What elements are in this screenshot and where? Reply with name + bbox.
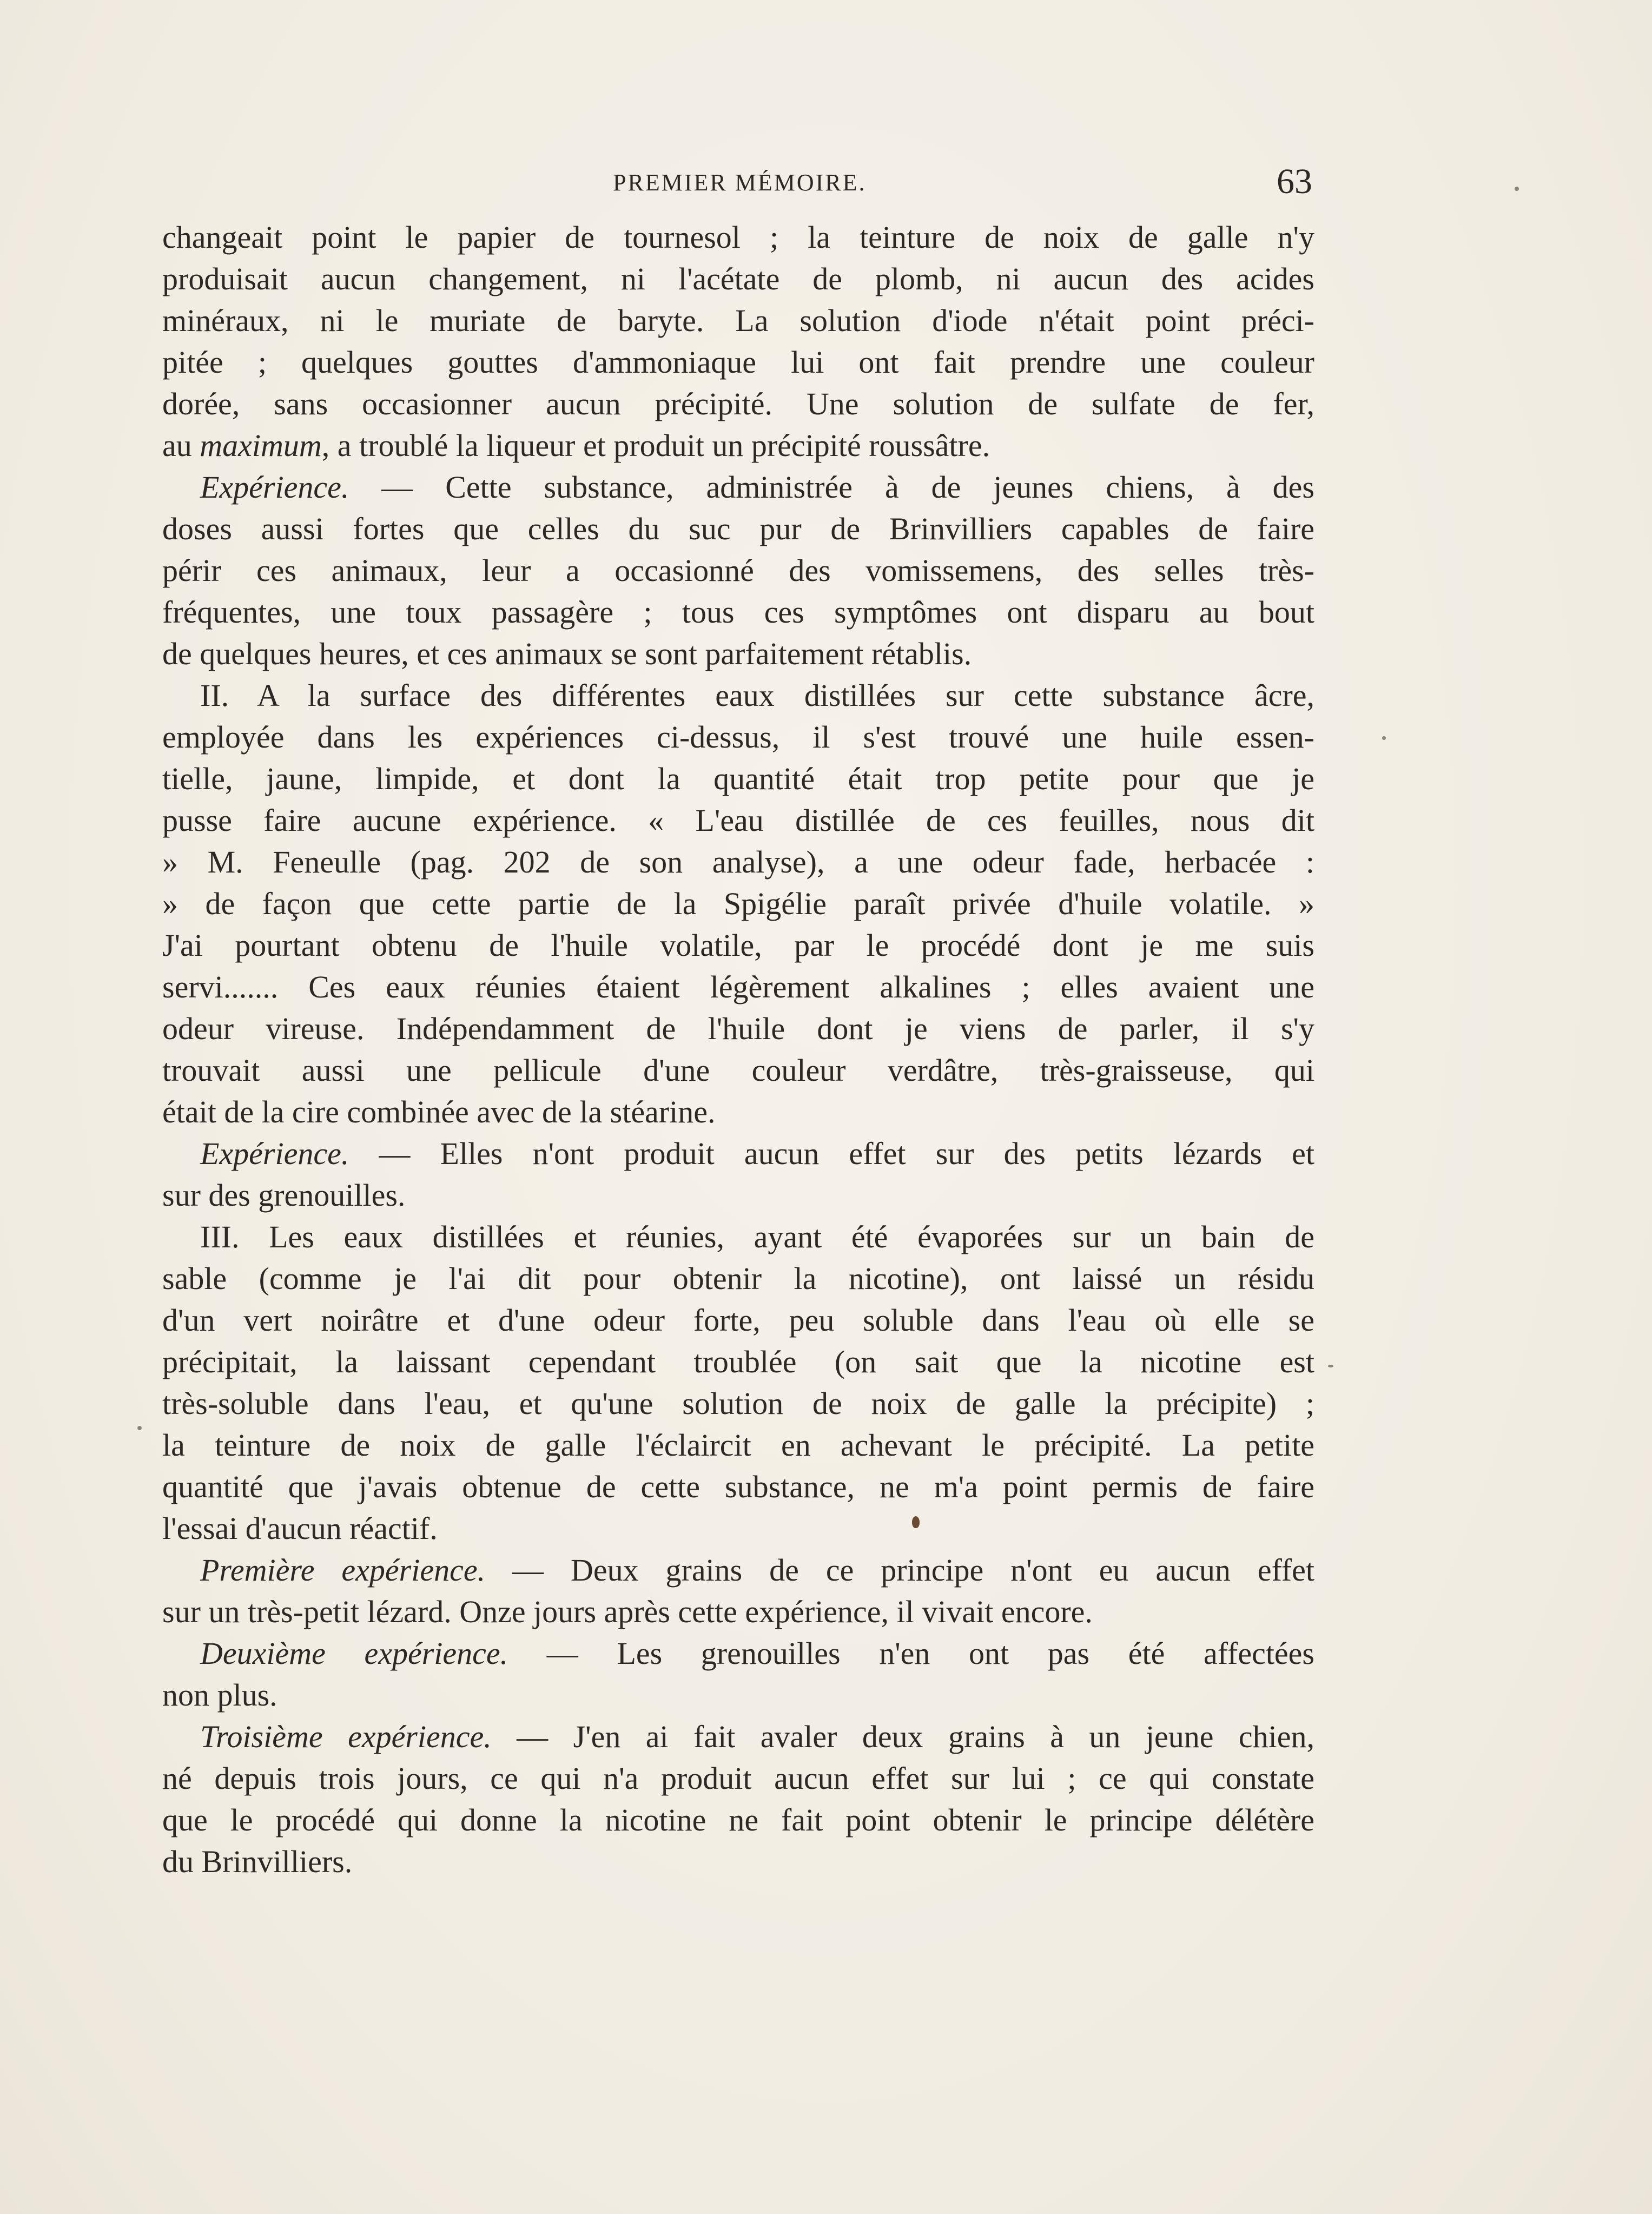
italic-term: Expérience.: [200, 1136, 349, 1171]
text-line: périr ces animaux, leur a occasionné des vomissemens, des selles très-: [162, 553, 1314, 588]
italic-term: Expérience.: [200, 470, 349, 505]
text-line: du Brinvilliers.: [162, 1844, 353, 1879]
italic-term: maximum: [200, 428, 322, 463]
text-line: produisait aucun changement, ni l'acétate de plomb, ni aucun des acides: [162, 261, 1314, 296]
text-line: sur des grenouilles.: [162, 1178, 406, 1213]
stray-mark: [137, 1426, 142, 1430]
text-line: trouvait aussi une pellicule d'une couleur verdâtre, très-graisseuse, qui: [162, 1053, 1314, 1088]
text-line: changeait point le papier de tournesol ; la teinture de noix de galle n'y: [162, 220, 1314, 255]
page-number: 63: [1277, 162, 1312, 201]
text-line: [162, 466, 1314, 508]
text-segment: — J'en ai fait avaler deux grains à un jeune chien,: [491, 1719, 1315, 1754]
text-line: sable (comme je l'ai dit pour obtenir la nicotine), ont laissé un résidu: [162, 1261, 1314, 1296]
text-line: l'essai d'aucun réactif.: [162, 1511, 438, 1546]
text-line: [162, 1716, 1314, 1757]
body-text: [162, 216, 1314, 1882]
text-line: tielle, jaune, limpide, et dont la quantité était trop petite pour que je: [162, 761, 1314, 796]
text-line: III. Les eaux distillées et réunies, ayant été évaporées sur un bain de: [200, 1219, 1314, 1254]
text-line: pitée ; quelques gouttes d'ammoniaque lui ont fait prendre une couleur: [162, 345, 1314, 380]
ink-spot: [912, 1516, 920, 1528]
text-line: » M. Feneulle (pag. 202 de son analyse), a une odeur fade, herbacée :: [162, 844, 1314, 880]
italic-term: Troisième expérience.: [200, 1719, 492, 1754]
running-head: PREMIER MÉMOIRE.: [613, 169, 867, 196]
text-line: né depuis trois jours, ce qui n'a produit aucun effet sur lui ; ce qui constate: [162, 1761, 1314, 1796]
text-line: J'ai pourtant obtenu de l'huile volatile, par le procédé dont je me suis: [162, 928, 1314, 963]
text-line: » de façon que cette partie de la Spigélie paraît privée d'huile volatile. »: [162, 886, 1314, 921]
text-segment: — Elles n'ont produit aucun effet sur des petits lézards et: [349, 1136, 1314, 1171]
text-segment: au: [162, 428, 200, 463]
text-line: odeur vireuse. Indépendamment de l'huile dont je viens de parler, il s'y: [162, 1011, 1314, 1046]
text-line: [162, 425, 1314, 466]
text-line: minéraux, ni le muriate de baryte. La solution d'iode n'était point préci-: [162, 303, 1314, 338]
text-line: II. A la surface des différentes eaux distillées sur cette substance âcre,: [200, 678, 1314, 713]
text-line: fréquentes, une toux passagère ; tous ces symptômes ont disparu au bout: [162, 594, 1314, 630]
text-line: employée dans les expériences ci-dessus, il s'est trouvé une huile essen-: [162, 719, 1314, 755]
text-segment: — Deux grains de ce principe n'ont eu aucun effet: [485, 1552, 1315, 1588]
text-line: [162, 1133, 1314, 1174]
text-line: précipitait, la laissant cependant troublée (on sait que la nicotine est: [162, 1344, 1314, 1379]
italic-term: Deuxième expérience.: [200, 1636, 508, 1671]
text-line: dorée, sans occasionner aucun précipité. Une solution de sulfate de fer,: [162, 386, 1314, 421]
text-line: était de la cire combinée avec de la stéarine.: [162, 1094, 716, 1129]
text-line: très-soluble dans l'eau, et qu'une solution de noix de galle la précipite) ;: [162, 1386, 1314, 1421]
text-line: sur un très-petit lézard. Onze jours après cette expérience, il vivait encore.: [162, 1594, 1093, 1629]
text-line: [162, 1549, 1314, 1591]
text-line: de quelques heures, et ces animaux se sont parfaitement rétablis.: [162, 636, 972, 671]
stray-mark: [1328, 1365, 1333, 1367]
text-line: servi....... Ces eaux réunies étaient légèrement alkalines ; elles avaient une: [162, 969, 1314, 1004]
text-line: [162, 1633, 1314, 1674]
stray-mark: [1515, 187, 1519, 191]
text-line: non plus.: [162, 1677, 277, 1713]
text-segment: — Les grenouilles n'en ont pas été affectées: [508, 1636, 1314, 1671]
text-line: la teinture de noix de galle l'éclaircit en achevant le précipité. La petite: [162, 1427, 1314, 1463]
page-header: [162, 161, 1314, 204]
text-segment: — Cette substance, administrée à de jeunes chiens, à des: [349, 470, 1314, 505]
stray-mark: [1382, 736, 1386, 740]
italic-term: Première expérience.: [200, 1552, 486, 1588]
text-line: d'un vert noirâtre et d'une odeur forte, peu soluble dans l'eau où elle se: [162, 1303, 1314, 1338]
text-line: doses aussi fortes que celles du suc pur de Brinvilliers capables de faire: [162, 511, 1314, 546]
text-segment: , a troublé la liqueur et produit un précipité roussâtre.: [321, 428, 990, 463]
text-line: pusse faire aucune expérience. « L'eau distillée de ces feuilles, nous dit: [162, 803, 1314, 838]
text-line: que le procédé qui donne la nicotine ne fait point obtenir le principe délétère: [162, 1802, 1314, 1838]
text-line: quantité que j'avais obtenue de cette substance, ne m'a point permis de faire: [162, 1469, 1314, 1504]
